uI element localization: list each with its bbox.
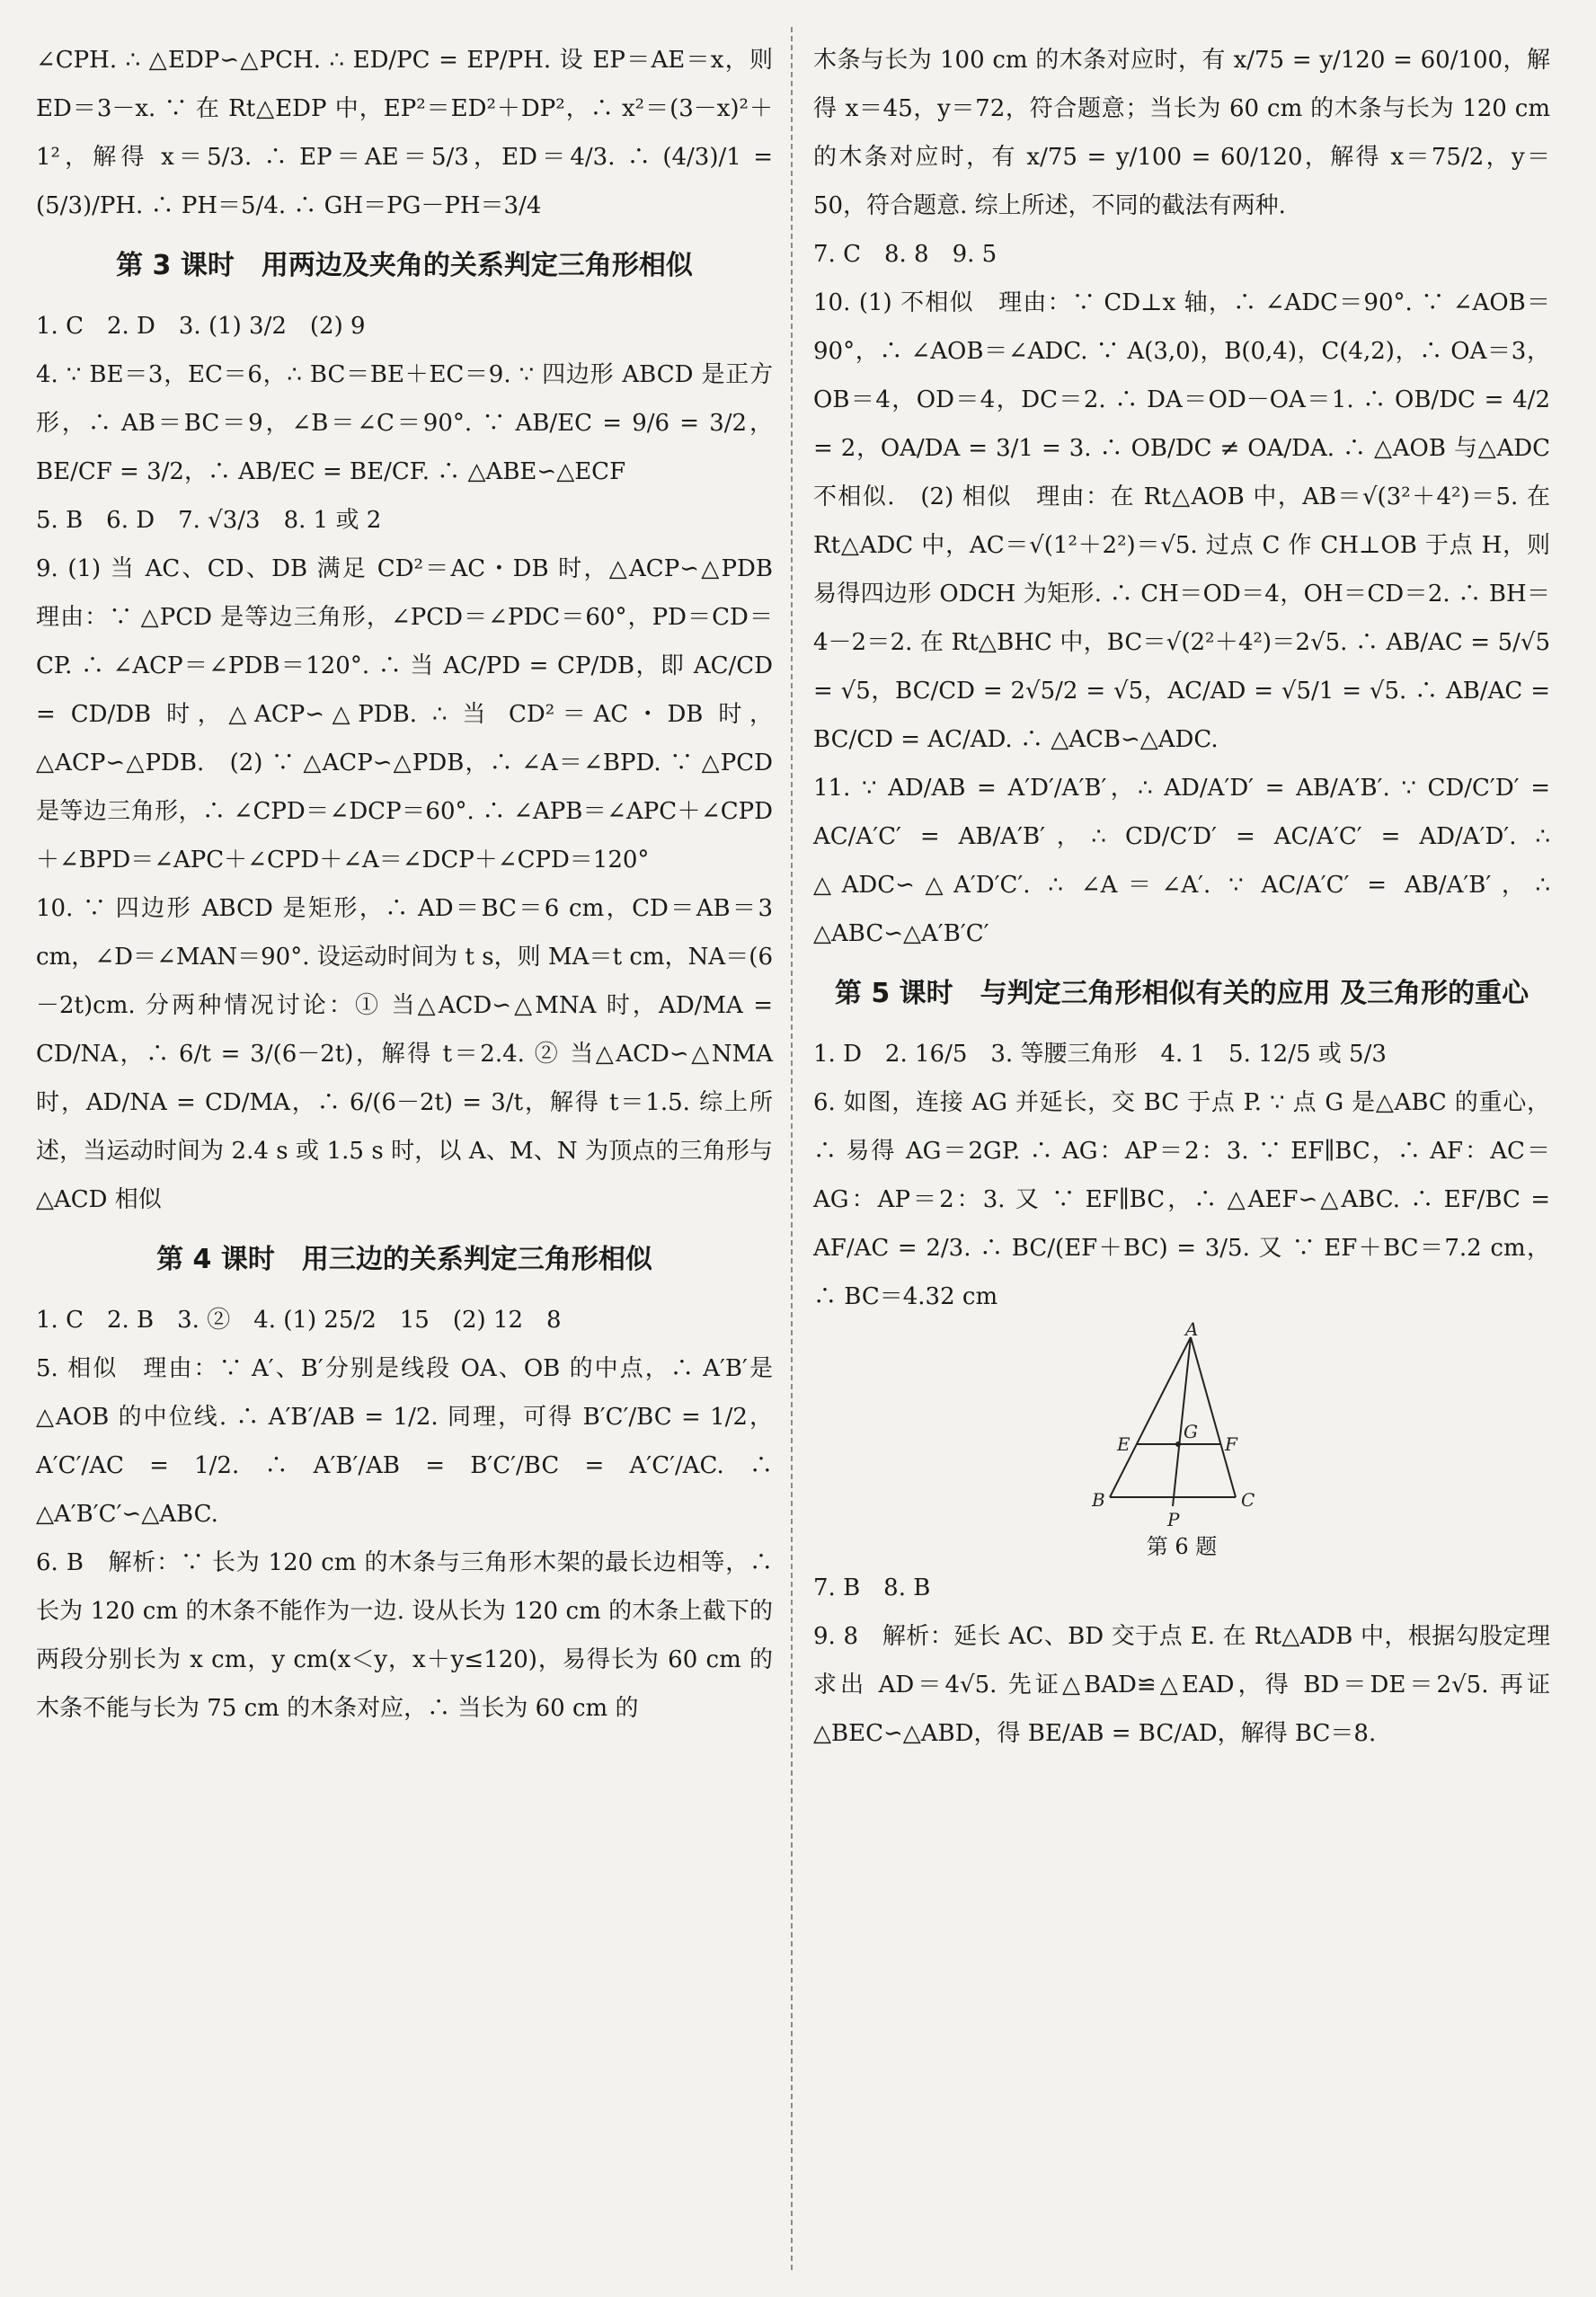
lesson-3-answers-1-3: 1. C 2. D 3. (1) 3/2 (2) 9 — [36, 313, 366, 340]
label-c: C — [1241, 1489, 1255, 1511]
lesson-3-heading: 第 3 课时 用两边及夹角的关系判定三角形相似 — [116, 250, 693, 281]
figure-question-6 — [813, 1318, 1550, 1560]
lesson-5-heading: 第 5 课时 与判定三角形相似有关的应用 及三角形的重心 — [834, 978, 1530, 1009]
label-p: P — [1167, 1509, 1180, 1530]
lesson-4-answer-10: 10. (1) 不相似 理由：∵ CD⊥x 轴，∴ ∠ADC＝90°. ∵ ∠AOB＝90°，∴ ∠AOB＝∠ADC. ∵ A(3,0)，B(0,4)，C(4,2)，∴ OA＝3，OB＝4，OD＝4，DC＝2. ∴ DA＝OD－OA＝1. ∴ OB/DC = 4/2 = 2，OA/DA = 3/1 = 3. ∴ OB/DC ≠ OA/DA. ∴ △AOB 与△ADC 不相似. (2) 相似 理由：在 Rt△AOB 中，AB＝√(3²＋4²)＝5. 在 Rt△ADC 中，AC＝√(1²＋2²)＝√5. 过点 C 作 CH⊥OB 于点 H，则易得四边形 ODCH 为矩形. ∴ CH＝OD＝4，OH＝CD＝2. ∴ BH＝4－2＝2. 在 Rt△BHC 中，BC＝√(2²＋4²)＝2√5. ∴ AB/AC = 5/√5 = √5，BC/CD = 2√5/2 = √5，AC/AD = √5/1 = √5. ∴ AB/AC = BC/CD = AC/AD. ∴ △ACB∽△ADC. — [813, 289, 1550, 753]
figure-caption: 第 6 题 — [1146, 1534, 1218, 1559]
right-column — [813, 36, 1550, 2261]
lesson-5-answers-7-8: 7. B 8. B — [813, 1574, 931, 1601]
lesson-5-answer-6: 6. 如图，连接 AG 并延长，交 BC 于点 P. ∵ 点 G 是△ABC 的重心，∴ 易得 AG＝2GP. ∴ AG：AP＝2：3. ∵ EF∥BC，∴ AF：AC＝AG：AP＝2：3. 又 ∵ EF∥BC，∴ △AEF∽△ABC. ∴ EF/BC = AF/AC = 2/3. ∴ BC/(EF＋BC) = 3/5. 又 ∵ EF＋BC＝7.2 cm，∴ BC＝4.32 cm — [813, 1089, 1550, 1310]
label-a: A — [1185, 1318, 1199, 1340]
lesson-4-answers-7-9: 7. C 8. 8 9. 5 — [813, 241, 998, 268]
label-g: G — [1184, 1421, 1198, 1442]
lesson-4-answer-11: 11. ∵ AD/AB = A′D′/A′B′，∴ AD/A′D′ = AB/A′B′. ∵ CD/C′D′ = AC/A′C′ = AB/A′B′，∴ CD/C′D′ = AC/A′C′ = AD/A′D′. ∴ △ADC∽△A′D′C′. ∴ ∠A＝∠A′. ∵ AC/A′C′ = AB/A′B′，∴ △ABC∽△A′B′C′ — [813, 775, 1550, 947]
centroid-point — [1175, 1441, 1181, 1447]
left-column — [36, 36, 797, 2261]
triangle-diagram — [1083, 1318, 1281, 1533]
lesson-3-answers-5-8: 5. B 6. D 7. √3/3 8. 1 或 2 — [36, 507, 382, 534]
lesson-5-answer-9: 9. 8 解析：延长 AC、BD 交于点 E. 在 Rt△ADB 中，根据勾股定理求出 AD＝4√5. 先证△BAD≌△EAD，得 BD＝DE＝2√5. 再证△BEC∽△ABD，得 BE/AB = BC/AD，解得 BC＝8. — [813, 1623, 1550, 1747]
lesson-3-answer-4: 4. ∵ BE＝3，EC＝6，∴ BC＝BE＋EC＝9. ∵ 四边形 ABCD 是正方形，∴ AB＝BC＝9，∠B＝∠C＝90°. ∵ AB/EC = 9/6 = 3/2，BE/CF = 3/2，∴ AB/EC = BE/CF. ∴ △ABE∽△ECF — [36, 361, 773, 485]
column-divider — [791, 27, 794, 2270]
side-ab — [1110, 1337, 1191, 1497]
lesson-4-heading: 第 4 课时 用三边的关系判定三角形相似 — [156, 1244, 652, 1275]
lesson-3-answer-10: 10. ∵ 四边形 ABCD 是矩形，∴ AD＝BC＝6 cm，CD＝AB＝3 cm，∠D＝∠MAN＝90°. 设运动时间为 t s，则 MA＝t cm，NA＝(6－2t)cm. 分两种情况讨论：① 当△ACD∽△MNA 时，AD/MA = CD/NA，∴ 6/t = 3/(6－2t)，解得 t＝2.4. ② 当△ACD∽△NMA 时，AD/NA = CD/MA，∴ 6/(6－2t) = 3/t，解得 t＝1.5. 综上所述，当运动时间为 2.4 s 或 1.5 s 时，以 A、M、N 为顶点的三角形与△ACD 相似 — [36, 895, 773, 1213]
lesson-4-answers-1-4: 1. C 2. B 3. ② 4. (1) 25/2 15 (2) 12 8 — [36, 1307, 562, 1334]
lesson-5-answers-1-5: 1. D 2. 16/5 3. 等腰三角形 4. 1 5. 12/5 或 5/3 — [813, 1041, 1387, 1068]
lesson-3-answer-9: 9. (1) 当 AC、CD、DB 满足 CD²＝AC・DB 时，△ACP∽△PDB 理由：∵ △PCD 是等边三角形，∠PCD＝∠PDC＝60°，PD＝CD＝CP. ∴ ∠ACP＝∠PDB＝120°. ∴ 当 AC/PD = CP/DB，即 AC/CD = CD/DB 时，△ACP∽△PDB. ∴ 当 CD²＝AC・DB 时，△ACP∽△PDB. (2) ∵ △ACP∽△PDB，∴ ∠A＝∠BPD. ∵ △PCD 是等边三角形，∴ ∠CPD＝∠DCP＝60°. ∴ ∠APB＝∠APC＋∠CPD＋∠BPD＝∠APC＋∠CPD＋∠A＝∠DCP＋∠CPD＝120° — [36, 555, 797, 874]
label-f: F — [1225, 1433, 1237, 1455]
answer-continued: ∠CPH. ∴ △EDP∽△PCH. ∴ ED/PC = EP/PH. 设 EP＝AE＝x，则 ED＝3－x. ∵ 在 Rt△EDP 中，EP²＝ED²＋DP²，∴ x²＝(3－x)²＋1²，解得 x＝5/3. ∴ EP＝AE＝5/3，ED＝4/3. ∴ (4/3)/1 = (5/3)/PH. ∴ PH＝5/4. ∴ GH＝PG－PH＝3/4 — [36, 47, 773, 219]
label-b: B — [1092, 1489, 1105, 1511]
label-e: E — [1117, 1433, 1130, 1455]
lesson-4-answer-5: 5. 相似 理由：∵ A′、B′分别是线段 OA、OB 的中点，∴ A′B′是△AOB 的中位线. ∴ A′B′/AB = 1/2. 同理，可得 B′C′/BC = 1/2，A′C′/AC = 1/2. ∴ A′B′/AB = B′C′/BC = A′C′/AC. ∴ △A′B′C′∽△ABC. — [36, 1355, 773, 1528]
lesson-4-answer-6: 6. B 解析：∵ 长为 120 cm 的木条与三角形木架的最长边相等，∴ 长为 120 cm 的木条不能作为一边. 设从长为 120 cm 的木条上截下的两段分别长为 x cm，y cm(x＜y，x＋y≤120)，易得长为 60 cm 的木条不能与长为 75 cm 的木条对应，∴ 当长为 60 cm 的 — [36, 1549, 773, 1722]
lesson-4-answer-6-continued: 木条与长为 100 cm 的木条对应时，有 x/75 = y/120 = 60/100，解得 x＝45，y＝72，符合题意；当长为 60 cm 的木条与长为 120 cm 的木条对应时，有 x/75 = y/100 = 60/120，解得 x＝75/2，y＝50，符合题意. 综上所述，不同的截法有两种. — [813, 47, 1550, 219]
side-ac — [1191, 1337, 1236, 1497]
